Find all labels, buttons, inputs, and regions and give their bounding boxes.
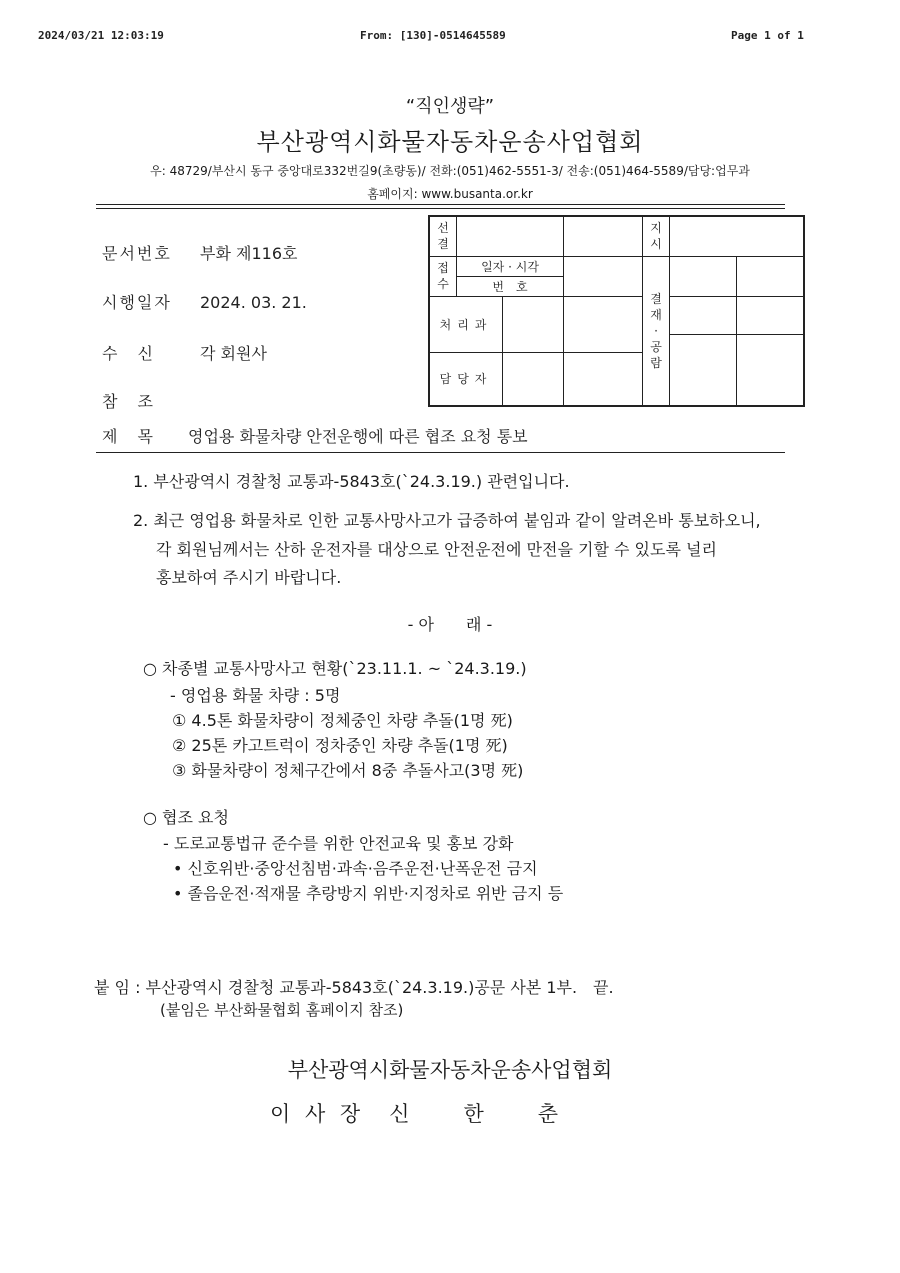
section-1-title: ○ 차종별 교통사망사고 현황(`23.11.1. ~ `24.3.19.): [143, 659, 527, 678]
gyeoljae-blank-1a: [670, 256, 737, 296]
fax-page: Page 1 of 1: [731, 29, 804, 42]
gyeoljae-blank-2b: [737, 296, 805, 334]
below-heading: - 아 래 -: [407, 615, 493, 634]
homepage-line: 홈페이지: www.busanta.or.kr: [367, 187, 533, 201]
date-label: 시행일자: [102, 293, 172, 312]
section-2-bullet-1: • 신호위반·중앙선침범·과속·음주운전·난폭운전 금지: [173, 859, 538, 878]
paragraph-1: 1. 부산광역시 경찰청 교통과-5843호(`24.3.19.) 관련입니다.: [133, 472, 570, 491]
gyeoljae-blank-3b: [737, 334, 805, 406]
fax-datetime: 2024/03/21 12:03:19: [38, 29, 164, 42]
section-2-bullet-2: • 졸음운전·적재물 추랑방지 위반·지정차로 위반 금지 등: [173, 884, 564, 903]
recipient-row: [102, 341, 267, 364]
header-divider-bottom: [96, 208, 785, 209]
gyeoljae-gongram-cell: 결 재 · 공 람: [643, 256, 670, 406]
signer-name: 이 사 장 신 한 춘: [270, 1102, 563, 1126]
subject: 영업용 화물차량 안전운행에 따른 협조 요청 통보: [188, 427, 528, 446]
issue-date: 2024. 03. 21.: [200, 293, 307, 312]
paragraph-2-line-3: 홍보하여 주시기 바랍니다.: [156, 568, 342, 587]
section-1-item-1: ① 4.5톤 화물차량이 정체중인 차량 추돌(1명 死): [172, 711, 513, 730]
motto: “직인생략”: [405, 96, 495, 117]
subject-row: [102, 424, 528, 447]
approval-box: [428, 215, 805, 407]
paragraph-2-line-1: 2. 최근 영업용 화물차로 인한 교통사망사고가 급증하여 붙임과 같이 알려온바 통보하오니,: [133, 511, 761, 530]
person-blank-1: [503, 352, 564, 406]
address-line: 우: 48729/부산시 동구 중앙대로332번길9(초량동)/ 전화:(051)462-5551-3/ 전송:(051)464-5589/담당:업무과: [150, 164, 750, 178]
section-2-title: ○ 협조 요청: [143, 808, 229, 827]
section-1-subtitle: - 영업용 화물 차량 : 5명: [170, 686, 341, 705]
subject-label: 제 목: [102, 427, 155, 446]
attachment-line: 붙 임 : 부산광역시 경찰청 교통과-5843호(`24.3.19.)공문 사본 1부. 끝.: [94, 978, 614, 997]
doc-number: 부화 제116호: [200, 244, 298, 263]
seongyeol-blank-1: [457, 216, 564, 256]
person-label: 담당자: [429, 352, 503, 406]
organization-name: 부산광역시화물자동차운송사업협회: [256, 128, 644, 156]
receipt-number-label: 번 호: [457, 276, 564, 296]
dept-blank-2: [564, 296, 643, 352]
attachment-note: (붙임은 부산화물협회 홈페이지 참조): [160, 1001, 404, 1019]
section-1-item-2: ② 25톤 카고트럭이 정차중인 차량 추돌(1명 死): [172, 736, 508, 755]
fax-from: From: [130]-0514645589: [360, 29, 506, 42]
gyeoljae-blank-2a: [670, 296, 737, 334]
header-divider-top: [96, 204, 785, 205]
gyeoljae-blank-1b: [737, 256, 805, 296]
dept-blank-1: [503, 296, 564, 352]
reference-label: 참 조: [102, 392, 155, 411]
sender-organization: 부산광역시화물자동차운송사업협회: [287, 1058, 613, 1082]
section-2-subtitle: - 도로교통법규 준수를 위한 안전교육 및 홍보 강화: [163, 834, 514, 853]
gyeoljae-blank-3a: [670, 334, 737, 406]
jisi-cell: 지 시: [643, 216, 670, 256]
receipt-blank: [564, 256, 643, 296]
recipient: 각 회원사: [200, 344, 267, 363]
doc-number-row: [102, 241, 297, 264]
paragraph-2-line-2: 각 회원님께서는 산하 운전자를 대상으로 안전운전에 만전을 기할 수 있도록 널리: [156, 540, 717, 559]
jisi-blank: [670, 216, 805, 256]
date-row: [102, 290, 307, 313]
subject-divider: [96, 452, 785, 453]
doc-number-label: 문서번호: [102, 244, 172, 263]
recipient-label: 수 신: [102, 344, 155, 363]
reference-row: [102, 389, 200, 412]
seongyeol-blank-2: [564, 216, 643, 256]
person-blank-2: [564, 352, 643, 406]
dept-label: 처리과: [429, 296, 503, 352]
seongyeol-cell: 선 결: [429, 216, 457, 256]
receipt-datetime-label: 일자 · 시각: [457, 256, 564, 276]
jeopsu-cell: 접 수: [429, 256, 457, 296]
section-1-item-3: ③ 화물차량이 정체구간에서 8중 추돌사고(3명 死): [172, 761, 524, 780]
